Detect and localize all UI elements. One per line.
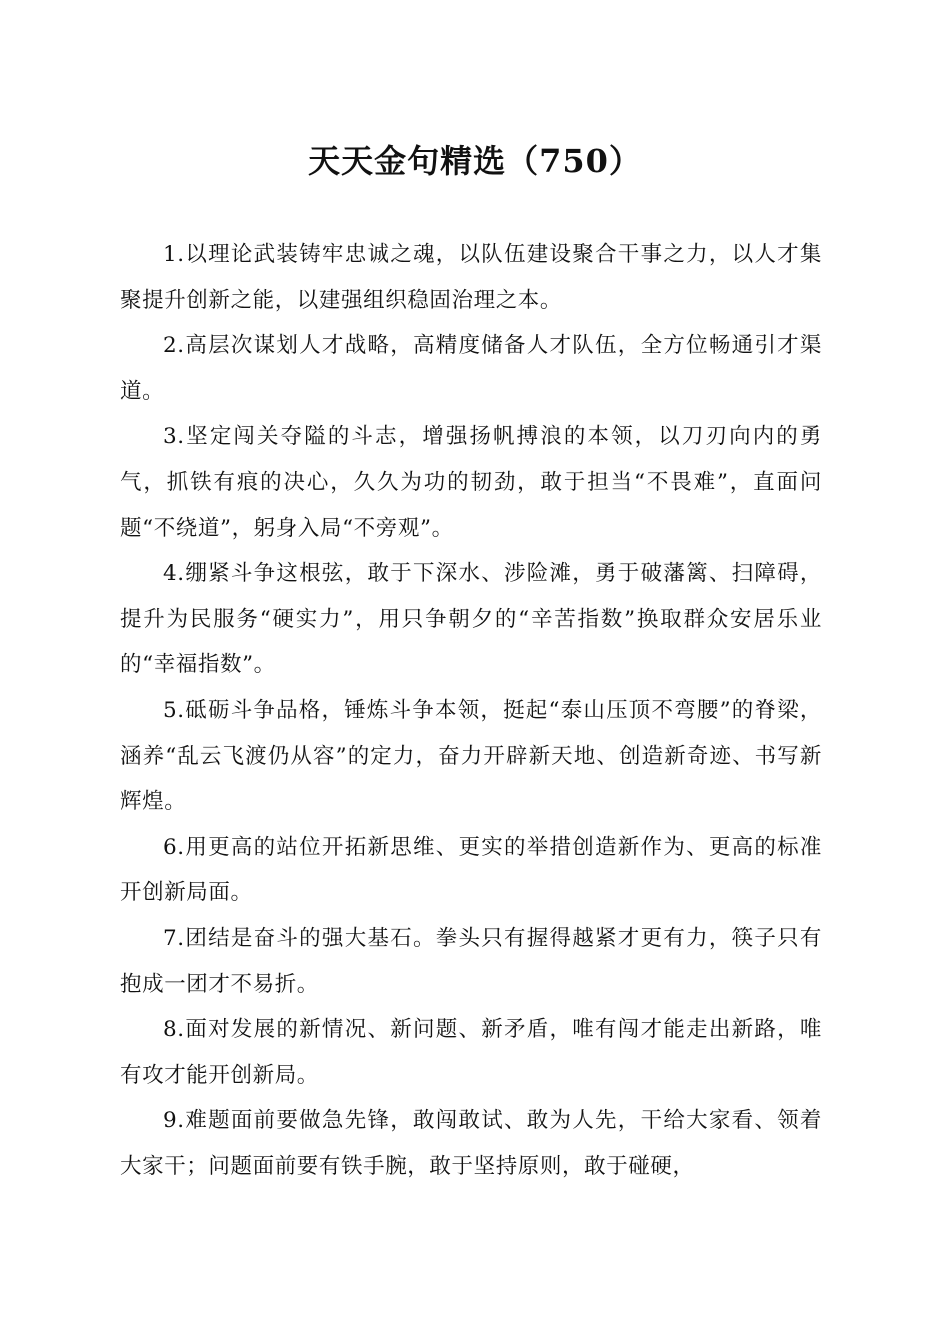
quote-paragraph-1: 1.以理论武装铸牢忠诚之魂，以队伍建设聚合干事之力，以人才集聚提升创新之能，以建强组织稳固治理之本。 <box>120 242 822 313</box>
quote-paragraph-4: 4.绷紧斗争这根弦，敢于下深水、涉险滩，勇于破藩篱、扫障碍，提升为民服务“硬实力”，用只争朝夕的“辛苦指数”换取群众安居乐业的“幸福指数”。 <box>120 561 822 678</box>
quote-paragraph-7: 7.团结是奋斗的强大基石。拳头只有握得越紧才更有力，筷子只有抱成一团才不易折。 <box>120 925 822 997</box>
quote-paragraph-2: 2.高层次谋划人才战略，高精度储备人才队伍，全方位畅通引才渠道。 <box>120 333 822 404</box>
quote-paragraph-3: 3.坚定闯关夺隘的斗志，增强扬帆搏浪的本领，以刀刃向内的勇气，抓铁有痕的决心，久久为功的韧劲，敢于担当“不畏难”，直面问题“不绕道”，躬身入局“不旁观”。 <box>120 424 822 541</box>
quote-paragraph-9: 9.难题面前要做急先锋，敢闯敢试、敢为人先，干给大家看、领着大家干；问题面前要有铁手腕，敢于坚持原则，敢于碰硬， <box>120 1108 822 1179</box>
document-body <box>120 232 822 1189</box>
document-title: 天天金句精选（750） <box>308 142 642 180</box>
quote-paragraph-6: 6.用更高的站位开拓新思维、更实的举措创造新作为、更高的标准开创新局面。 <box>120 834 822 906</box>
quote-paragraph-8: 8.面对发展的新情况、新问题、新矛盾，唯有闯才能走出新路，唯有攻才能开创新局。 <box>120 1017 822 1088</box>
quote-paragraph-5: 5.砥砺斗争品格，锤炼斗争本领，挺起“泰山压顶不弯腰”的脊梁，涵养“乱云飞渡仍从容”的定力，奋力开辟新天地、创造新奇迹、书写新辉煌。 <box>120 697 822 815</box>
